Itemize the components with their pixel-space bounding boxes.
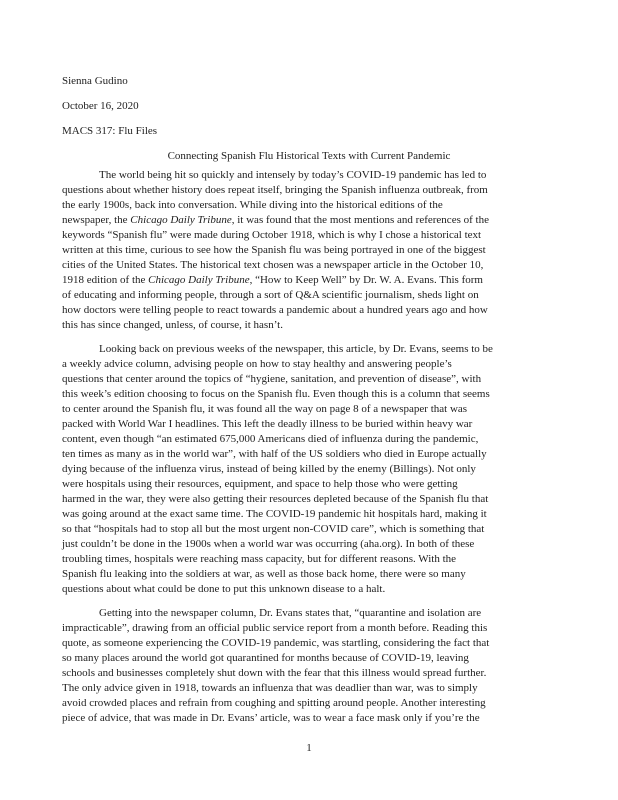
text-line (62, 213, 556, 228)
text-line: schools and businesses completely shut down with the fear that this illness would spread further. (62, 667, 487, 679)
italic-publication-title: Chicago Daily Tribune (130, 214, 232, 226)
text-line: Looking back on previous weeks of the newspaper, this article, by Dr. Evans, seems to be (99, 343, 493, 355)
text-line: was going around at the exact same time. The COVID-19 pandemic hit hospitals hard, making it (62, 508, 487, 520)
text-line: questions that center around the topics of “hygiene, sanitation, and prevention of disease”, with (62, 373, 482, 385)
document-header (62, 74, 556, 149)
text-segment: newspaper, the (62, 214, 131, 226)
text-line: keywords “Spanish flu” were made during October 1918, which is why I chose a historical text (62, 229, 482, 241)
paragraph (62, 606, 556, 726)
text-line: packed with World War I headlines. This left the deadly illness to be buried within heavy war (62, 418, 473, 430)
text-line: of educating and informing people, through a sort of Q&A scientific journalism, sheds light on (62, 289, 479, 301)
course-line: MACS 317: Flu Files (62, 125, 158, 137)
essay-title: Connecting Spanish Flu Historical Texts with Current Pandemic (167, 150, 451, 162)
essay-body (62, 168, 556, 726)
text-line: ten times as many as in the world war”, with half of the US soldiers who died in Europe actually (62, 448, 487, 460)
text-line: the early 1900s, back into conversation. While diving into the historical editions of the (62, 199, 443, 211)
text-line: Spanish flu leaking into the soldiers at war, as well as those back home, there were so many (62, 568, 466, 580)
text-line: so that “hospitals had to stop all but the most urgent non-COVID care”, which is something that (62, 523, 485, 535)
text-line: to center around the Spanish flu, it was found all the way on page 8 of a newspaper that was (62, 403, 468, 415)
italic-publication-title: Chicago Daily Tribune (148, 274, 250, 286)
text-line: cities of the United States. The historical text chosen was a newspaper article in the October 10, (62, 259, 484, 271)
text-line: impracticable”, drawing from an official public service report from a month before. Reading this (62, 622, 488, 634)
date-line: October 16, 2020 (62, 100, 139, 112)
text-line: The only advice given in 1918, towards an influenza that was deadlier than war, was to simply (62, 682, 478, 694)
text-line: this week’s edition choosing to focus on the Spanish flu. Even though this is a column that seems (62, 388, 490, 400)
text-line: how doctors were telling people to react towards a pandemic about a hundred years ago and how (62, 304, 488, 316)
text-line: just couldn’t be done in the 1900s when a world war was occurring (aha.org). In both of these (62, 538, 475, 550)
page-number: 1 (306, 742, 312, 754)
paragraph (62, 168, 556, 333)
text-segment: 1918 edition of the (62, 274, 149, 286)
text-line: avoid crowded places and refrain from coughing and spitting around people. Another interesting (62, 697, 486, 709)
text-line: questions about what could be done to put this unknown disease to a halt. (62, 583, 386, 595)
text-line: piece of advice, that was made in Dr. Evans’ article, was to wear a face mask only if you’re the (62, 712, 480, 724)
text-line: harmed in the war, they were also getting their resources depleted because of the Spanish flu that (62, 493, 489, 505)
text-line: The world being hit so quickly and intensely by today’s COVID-19 pandemic has led to (99, 169, 487, 181)
paragraph (62, 342, 556, 597)
text-line: written at this time, curious to see how the Spanish flu was being portrayed in one of the biggest (62, 244, 486, 256)
text-line (62, 273, 556, 288)
text-line: questions about whether history does repeat itself, bringing the Spanish influenza outbreak, from (62, 184, 488, 196)
text-line: troubling times, hospitals were reaching mass capacity, but for different reasons. With the (62, 553, 457, 565)
text-line: a weekly advice column, advising people on how to stay healthy and answering people’s (62, 358, 452, 370)
text-segment: , “How to Keep Well” by Dr. W. A. Evans. This form (249, 274, 483, 286)
author-name: Sienna Gudino (62, 75, 128, 87)
text-line: dying because of the influenza virus, instead of being killed by the enemy (Billings). Not only (62, 463, 476, 475)
text-line: so many places around the world got quarantined for months because of COVID-19, leaving (62, 652, 469, 664)
text-segment: , it was found that the most mentions and references of the (231, 214, 489, 226)
text-line: this has since changed, unless, of course, it hasn’t. (62, 319, 283, 331)
text-line: Getting into the newspaper column, Dr. Evans states that, “quarantine and isolation are (99, 607, 482, 619)
text-line: were hospitals using their resources, equipment, and space to help those who were getting (62, 478, 458, 490)
text-line: content, even though “an estimated 675,000 Americans died of influenza during the pandemic, (62, 433, 479, 445)
text-line: quote, as someone experiencing the COVID-19 pandemic, was startling, considering the fact that (62, 637, 490, 649)
